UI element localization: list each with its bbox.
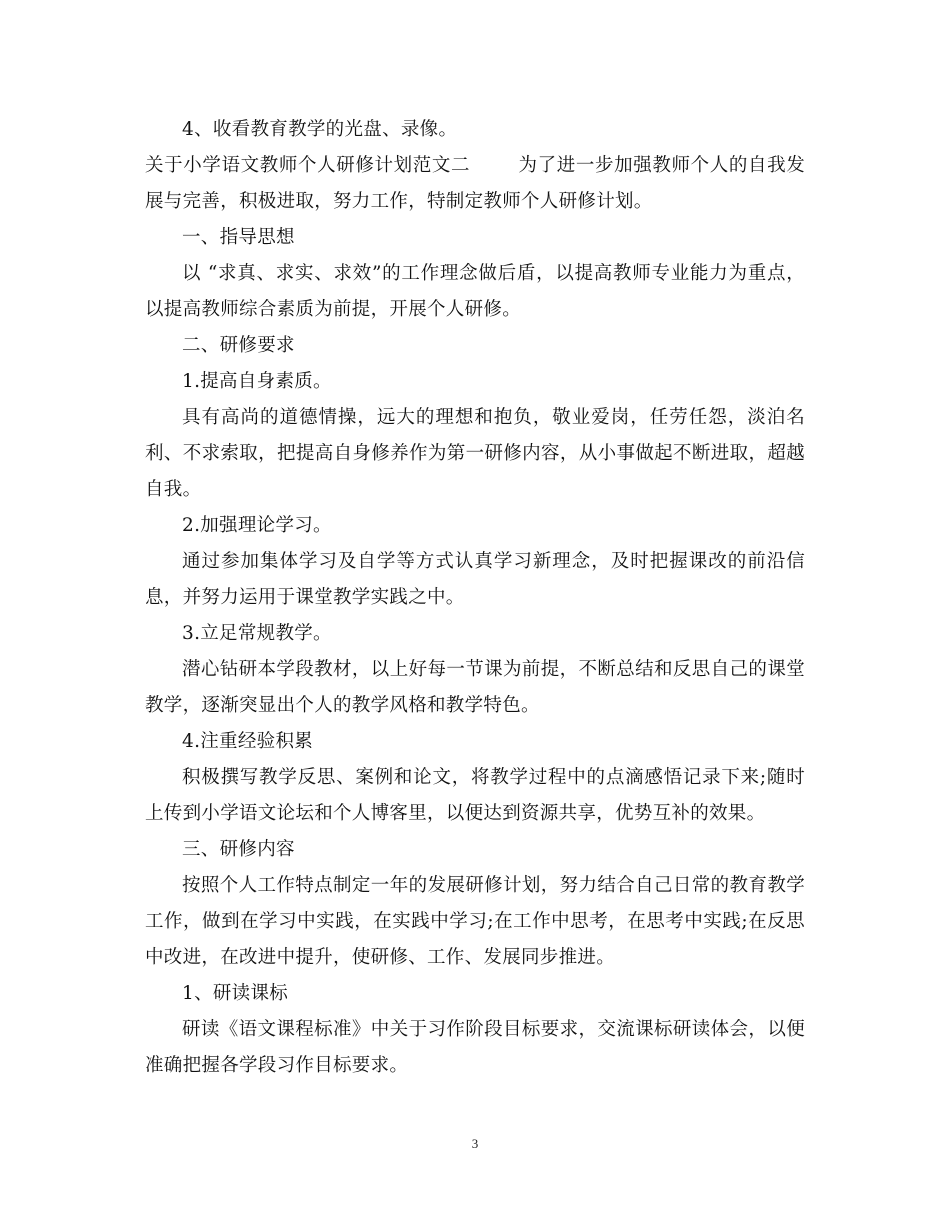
subsection-heading: 4.注重经验积累 (182, 731, 314, 752)
subsection-heading: 1、研读课标 (182, 983, 289, 1004)
paragraph: 研读《语文课程标准》中关于习作阶段目标要求，交流课标研读体会，以便准确把握各学段习作目标要求。 (145, 1019, 805, 1076)
paragraph: 通过参加集体学习及自学等方式认真学习新理念，及时把握课改的前沿信息，并努力运用于课堂教学实践之中。 (145, 551, 805, 608)
paragraph: 具有高尚的道德情操，远大的理想和抱负，敬业爱岗，任劳任怨，淡泊名利、不求索取，把提高自身修养作为第一研修内容，从小事做起不断进取，超越自我。 (145, 407, 805, 500)
section-heading: 二、研修要求 (182, 335, 295, 356)
subsection-heading: 1.提高自身素质。 (182, 371, 332, 392)
inline-heading: 关于小学语文教师个人研修计划范文二 (145, 155, 471, 176)
section-heading: 一、指导思想 (182, 227, 295, 248)
paragraph: 积极撰写教学反思、案例和论文，将教学过程中的点滴感悟记录下来;随时上传到小学语文论坛和个人博客里，以便达到资源共享，优势互补的效果。 (145, 767, 805, 824)
paragraph: 以 “求真、求实、求效”的工作理念做后盾，以提高教师专业能力为重点，以提高教师综合素质为前提，开展个人研修。 (145, 263, 805, 320)
paragraph: 4、收看教育教学的光盘、录像。 (182, 119, 458, 140)
section-heading: 三、研修内容 (182, 839, 295, 860)
page-number: 3 (471, 1136, 479, 1151)
document-body (145, 112, 805, 1084)
paragraph: 按照个人工作特点制定一年的发展研修计划，努力结合自己日常的教育教学工作，做到在学习中实践，在实践中学习;在工作中思考，在思考中实践;在反思中改进，在改进中提升，使研修、工作、发展同步推进。 (145, 875, 805, 968)
inline-heading-tail: 为了进一步加强教师个人的自我发展与完善，积极进取，努力工作，特制定教师个人研修计划。 (145, 155, 805, 212)
subsection-heading: 2.加强理论学习。 (182, 515, 332, 536)
paragraph-with-heading (145, 148, 805, 220)
subsection-heading: 3.立足常规教学。 (182, 623, 332, 644)
paragraph: 潜心钻研本学段教材，以上好每一节课为前提，不断总结和反思自己的课堂教学，逐渐突显出个人的教学风格和教学特色。 (145, 659, 805, 716)
